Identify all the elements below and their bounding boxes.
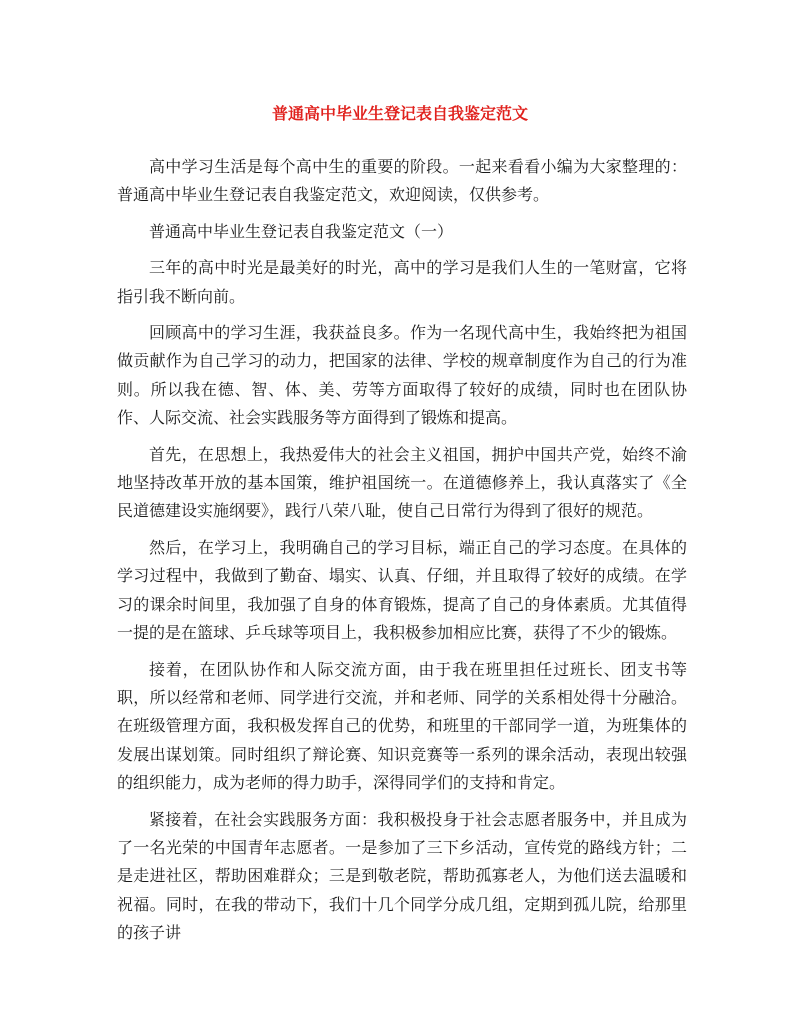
document-body (117, 153, 687, 948)
paragraph-intro: 高中学习生活是每个高中生的重要的阶段。一起来看看小编为大家整理的：普通高中毕业生登记表自我鉴定范文，欢迎阅读，仅供参考。 (117, 157, 687, 205)
paragraph-6: 紧接着，在社会实践服务方面：我积极投身于社会志愿者服务中，并且成为了一名光荣的中国青年志愿者。一是参加了三下乡活动，宣传党的路线方针；二是走进社区，帮助困难群众；三是到敬老院，帮助孤寡老人，为他们送去温暖和祝福。同时，在我的带动下，我们十几个同学分成几组，定期到孤儿院，给那里的孩子讲 (117, 809, 687, 943)
paragraph-4: 然后，在学习上，我明确自己的学习目标，端正自己的学习态度。在具体的学习过程中，我做到了勤奋、塌实、认真、仔细，并且取得了较好的成绩。在学习的课余时间里，我加强了自身的体育锻炼，提高了自己的身体素质。尤其值得一提的是在篮球、乒乓球等项目上，我积极参加相应比赛，获得了不少的锻炼。 (117, 537, 687, 643)
paragraph-5: 接着，在团队协作和人际交流方面，由于我在班里担任过班长、团支书等职，所以经常和老师、同学进行交流，并和老师、同学的关系相处得十分融洽。在班级管理方面，我积极发挥自己的优势，和班里的干部同学一道，为班集体的发展出谋划策。同时组织了辩论赛、知识竞赛等一系列的课余活动，表现出较强的组织能力，成为老师的得力助手，深得同学们的支持和肯定。 (117, 659, 687, 793)
document-title: 普通高中毕业生登记表自我鉴定范文 (271, 104, 528, 123)
paragraph-1: 三年的高中时光是最美好的时光，高中的学习是我们人生的一笔财富，它将指引我不断向前。 (117, 258, 687, 306)
paragraph-subtitle: 普通高中毕业生登记表自我鉴定范文（一） (149, 221, 454, 241)
paragraph-2: 回顾高中的学习生涯，我获益良多。作为一名现代高中生，我始终把为祖国做贡献作为自己学习的动力，把国家的法律、学校的规章制度作为自己的行为准则。所以我在德、智、体、美、劳等方面取得了较好的成绩，同时也在团队协作、人际交流、社会实践服务等方面得到了锻炼和提高。 (117, 323, 687, 428)
paragraph-3: 首先，在思想上，我热爱伟大的社会主义祖国，拥护中国共产党，始终不渝地坚持改革开放的基本国策，维护祖国统一。在道德修养上，我认真落实了《全民道德建设实施纲要》，践行八荣八耻，使自己日常行为得到了很好的规范。 (117, 444, 687, 521)
